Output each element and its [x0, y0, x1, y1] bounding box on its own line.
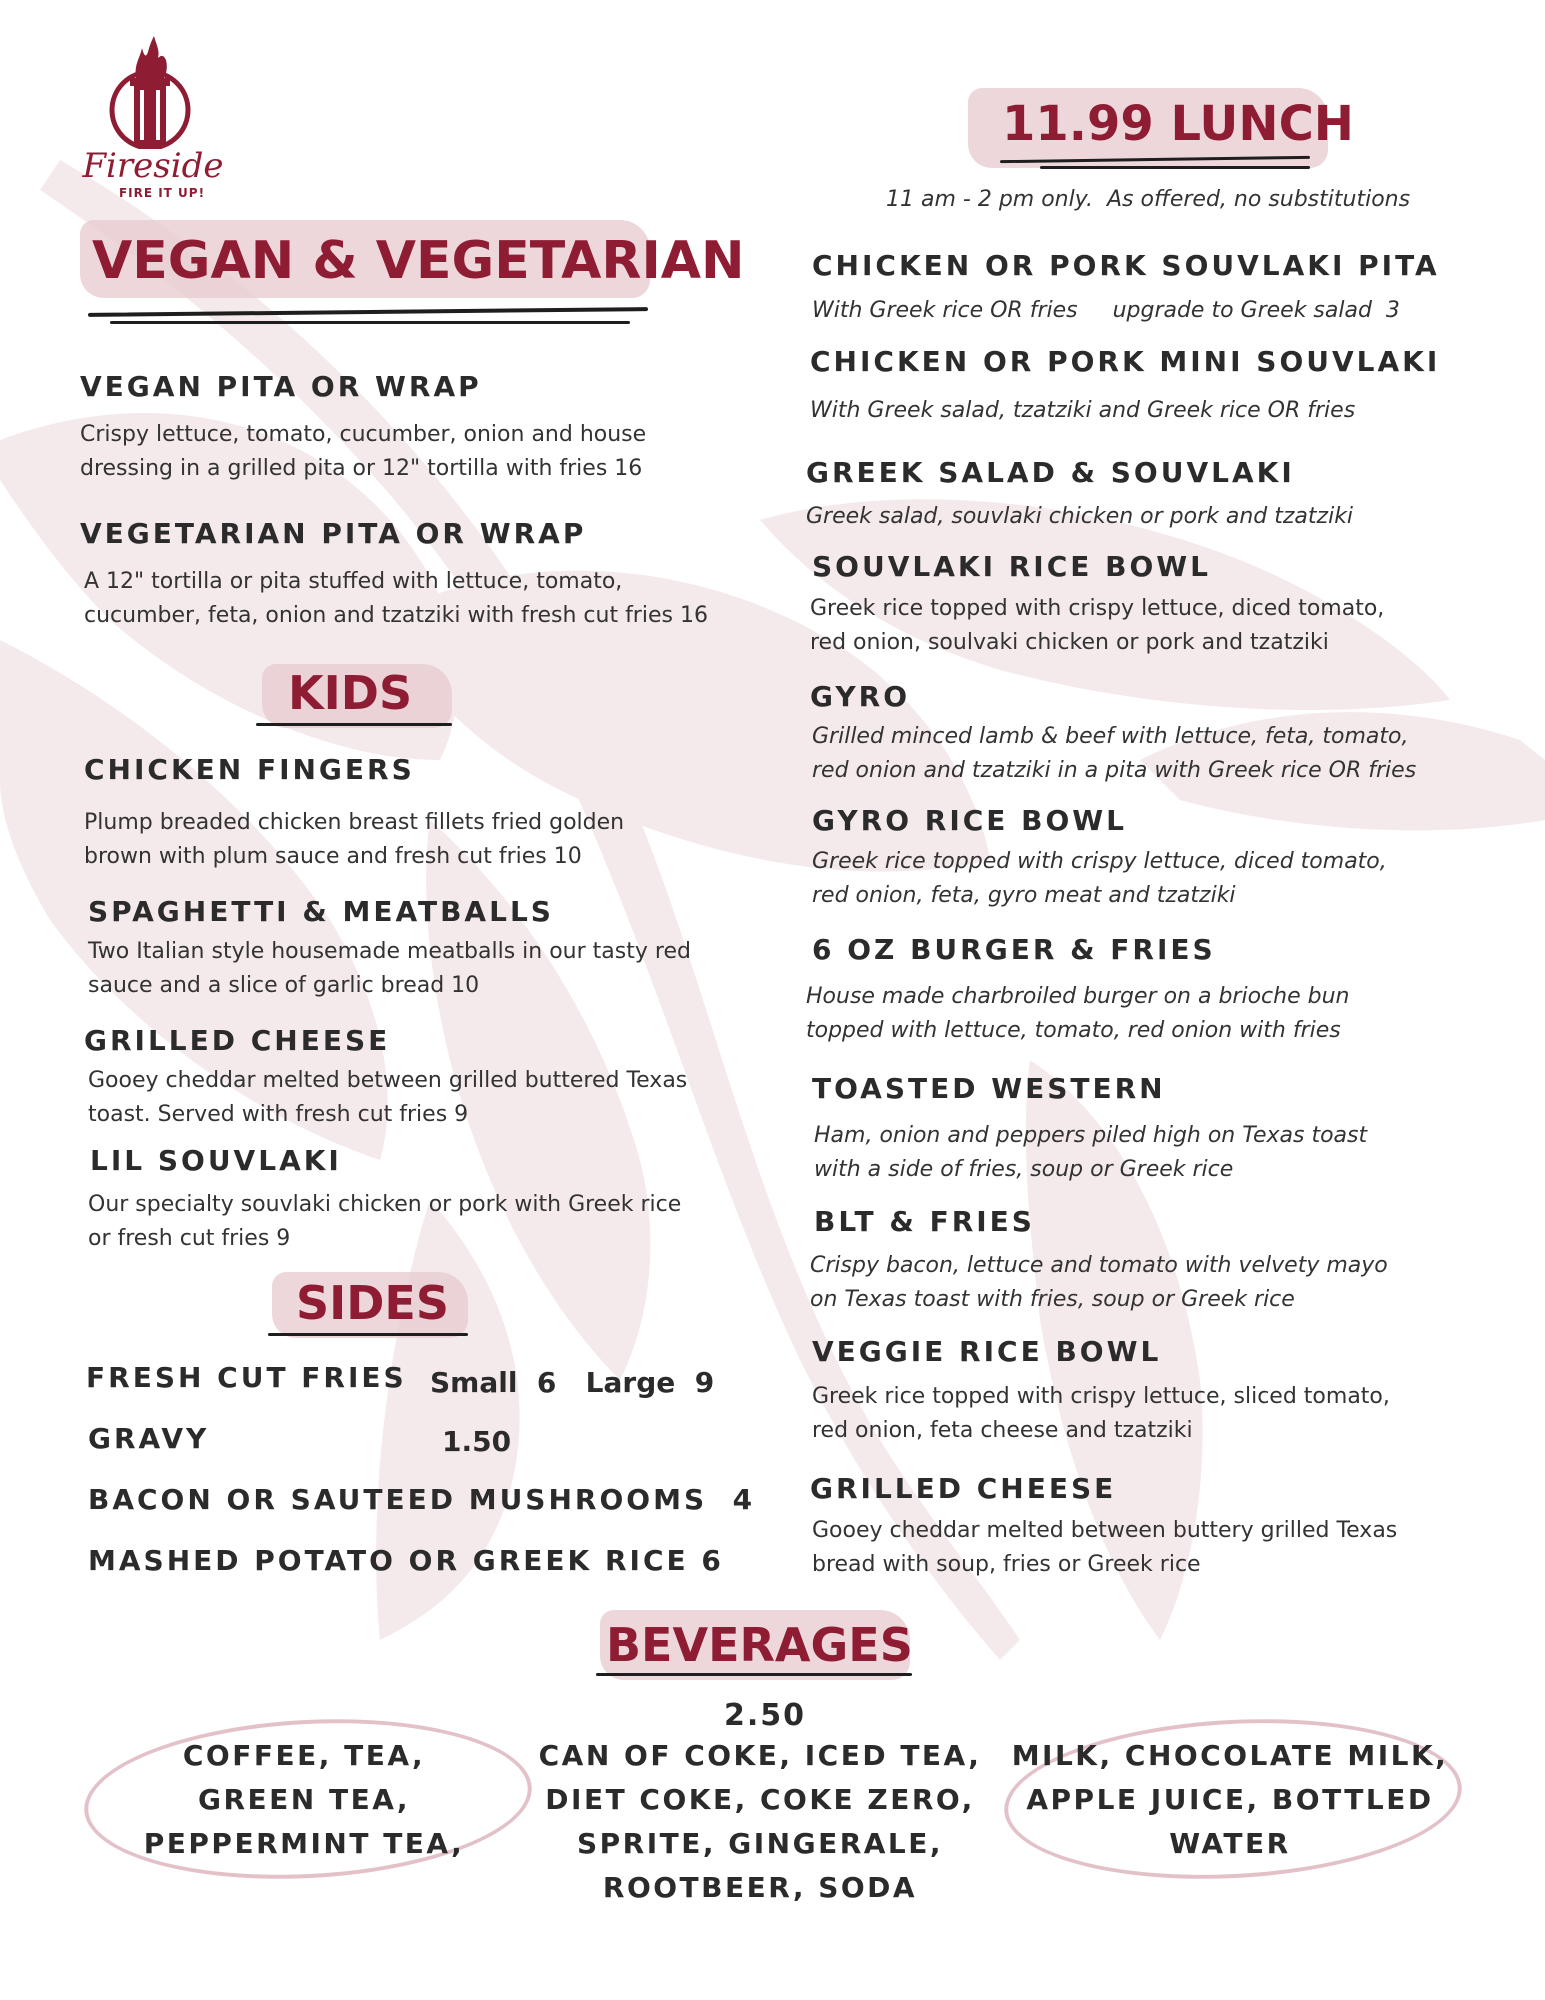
sides-title: SIDES: [296, 1276, 449, 1330]
item-desc: Greek rice topped with crispy lettuce, diced tomato, red onion, feta, gyro meat and tzatziki: [812, 849, 1387, 908]
lunch-blt-fries: BLT & FRIES: [814, 1205, 1035, 1238]
item-desc: Gooey cheddar melted between buttery grilled Texas bread with soup, fries or Greek rice: [812, 1518, 1398, 1577]
lunch-greek-salad-souvlaki: GREEK SALAD & SOUVLAKI: [806, 456, 1295, 489]
item-lil-souvlaki: LIL SOUVLAKI: [90, 1144, 342, 1177]
item-desc: With Greek rice OR fries upgrade to Greek salad 3: [812, 298, 1400, 323]
lunch-mini-souvlaki: CHICKEN OR PORK MINI SOUVLAKI: [810, 345, 1441, 378]
item-desc: Greek salad, souvlaki chicken or pork and tzatziki: [806, 504, 1354, 529]
beverages-soda: CAN OF COKE, ICED TEA, DIET COKE, COKE ZERO, SPRITE, GINGERALE, ROOTBEER, SODA: [538, 1739, 982, 1904]
beverages-cold: MILK, CHOCOLATE MILK, APPLE JUICE, BOTTLED WATER: [1011, 1739, 1449, 1860]
item-desc: House made charbroiled burger on a brioche bun topped with lettuce, tomato, red onion with fries: [806, 984, 1350, 1043]
brand-tagline: FIRE IT UP!: [118, 186, 206, 200]
brand-name: Fireside: [82, 146, 224, 186]
item-desc: A 12" tortilla or pita stuffed with lettuce, tomato, cucumber, feta, onion and tzatziki with fresh cut fries 16: [84, 569, 708, 628]
beverages-price: 2.50: [723, 1698, 807, 1733]
kids-title: KIDS: [288, 666, 413, 720]
lunch-souvlaki-rice-bowl: SOUVLAKI RICE BOWL: [812, 550, 1212, 583]
lunch-grilled-cheese: GRILLED CHEESE: [810, 1472, 1117, 1505]
lunch-toasted-western: TOASTED WESTERN: [812, 1072, 1166, 1105]
item-vegan-pita: VEGAN PITA OR WRAP: [80, 370, 482, 403]
lunch-souvlaki-pita: CHICKEN OR PORK SOUVLAKI PITA: [812, 249, 1440, 282]
title-underline: [268, 1333, 468, 1336]
title-underline: [1040, 166, 1310, 169]
item-vegetarian-pita: VEGETARIAN PITA OR WRAP: [80, 517, 587, 550]
lunch-note: 11 am - 2 pm only. As offered, no substitutions: [886, 187, 1411, 212]
fireside-logo: [78, 34, 228, 204]
torch-icon: [78, 34, 228, 149]
item-desc: Ham, onion and peppers piled high on Texas toast with a side of fries, soup or Greek rice: [814, 1123, 1368, 1182]
title-underline: [110, 321, 630, 324]
lunch-veggie-rice-bowl: VEGGIE RICE BOWL: [812, 1335, 1162, 1368]
title-underline: [596, 1673, 912, 1676]
item-desc: Plump breaded chicken breast fillets fried golden brown with plum sauce and fresh cut fries 10: [84, 810, 625, 869]
item-grilled-cheese-kids: GRILLED CHEESE: [84, 1024, 391, 1057]
item-desc: Crispy bacon, lettuce and tomato with velvety mayo on Texas toast with fries, soup or Greek rice: [810, 1253, 1388, 1312]
lunch-burger-fries: 6 OZ BURGER & FRIES: [812, 933, 1216, 966]
side-gravy-price: 1.50: [442, 1425, 512, 1458]
beverages-hot: COFFEE, TEA, GREEN TEA, PEPPERMINT TEA,: [143, 1739, 465, 1860]
side-mashed-rice: MASHED POTATO OR GREEK RICE 6: [88, 1544, 724, 1577]
title-underline: [256, 723, 452, 726]
item-desc: Our specialty souvlaki chicken or pork with Greek rice or fresh cut fries 9: [88, 1192, 682, 1251]
item-desc: Greek rice topped with crispy lettuce, diced tomato, red onion, soulvaki chicken or pork and tzatziki: [810, 596, 1385, 655]
item-desc: Grilled minced lamb & beef with lettuce, feta, tomato, red onion and tzatziki in a pita with Greek rice OR fries: [812, 724, 1417, 783]
side-gravy: GRAVY: [88, 1422, 210, 1455]
beverages-title: BEVERAGES: [606, 1618, 913, 1672]
side-fries-price: Small 6 Large 9: [430, 1366, 715, 1399]
item-desc: Two Italian style housemade meatballs in our tasty red sauce and a slice of garlic bread 10: [88, 939, 691, 998]
item-desc: With Greek salad, tzatziki and Greek rice OR fries: [810, 398, 1356, 423]
lunch-gyro-rice-bowl: GYRO RICE BOWL: [812, 804, 1128, 837]
lunch-gyro: GYRO: [810, 680, 911, 713]
side-fresh-cut-fries: FRESH CUT FRIES: [86, 1361, 407, 1394]
item-desc: Crispy lettuce, tomato, cucumber, onion and house dressing in a grilled pita or 12" tortilla with fries 16: [80, 422, 647, 481]
item-desc: Greek rice topped with crispy lettuce, sliced tomato, red onion, feta cheese and tzatziki: [812, 1384, 1390, 1443]
item-spaghetti: SPAGHETTI & MEATBALLS: [88, 895, 554, 928]
side-bacon-mushrooms: BACON OR SAUTEED MUSHROOMS 4: [88, 1483, 756, 1516]
veg-title: VEGAN & VEGETARIAN: [92, 231, 745, 291]
item-desc: Gooey cheddar melted between grilled buttered Texas toast. Served with fresh cut fries 9: [88, 1068, 688, 1127]
lunch-title: 11.99 LUNCH: [1002, 96, 1354, 152]
item-chicken-fingers: CHICKEN FINGERS: [84, 753, 415, 786]
